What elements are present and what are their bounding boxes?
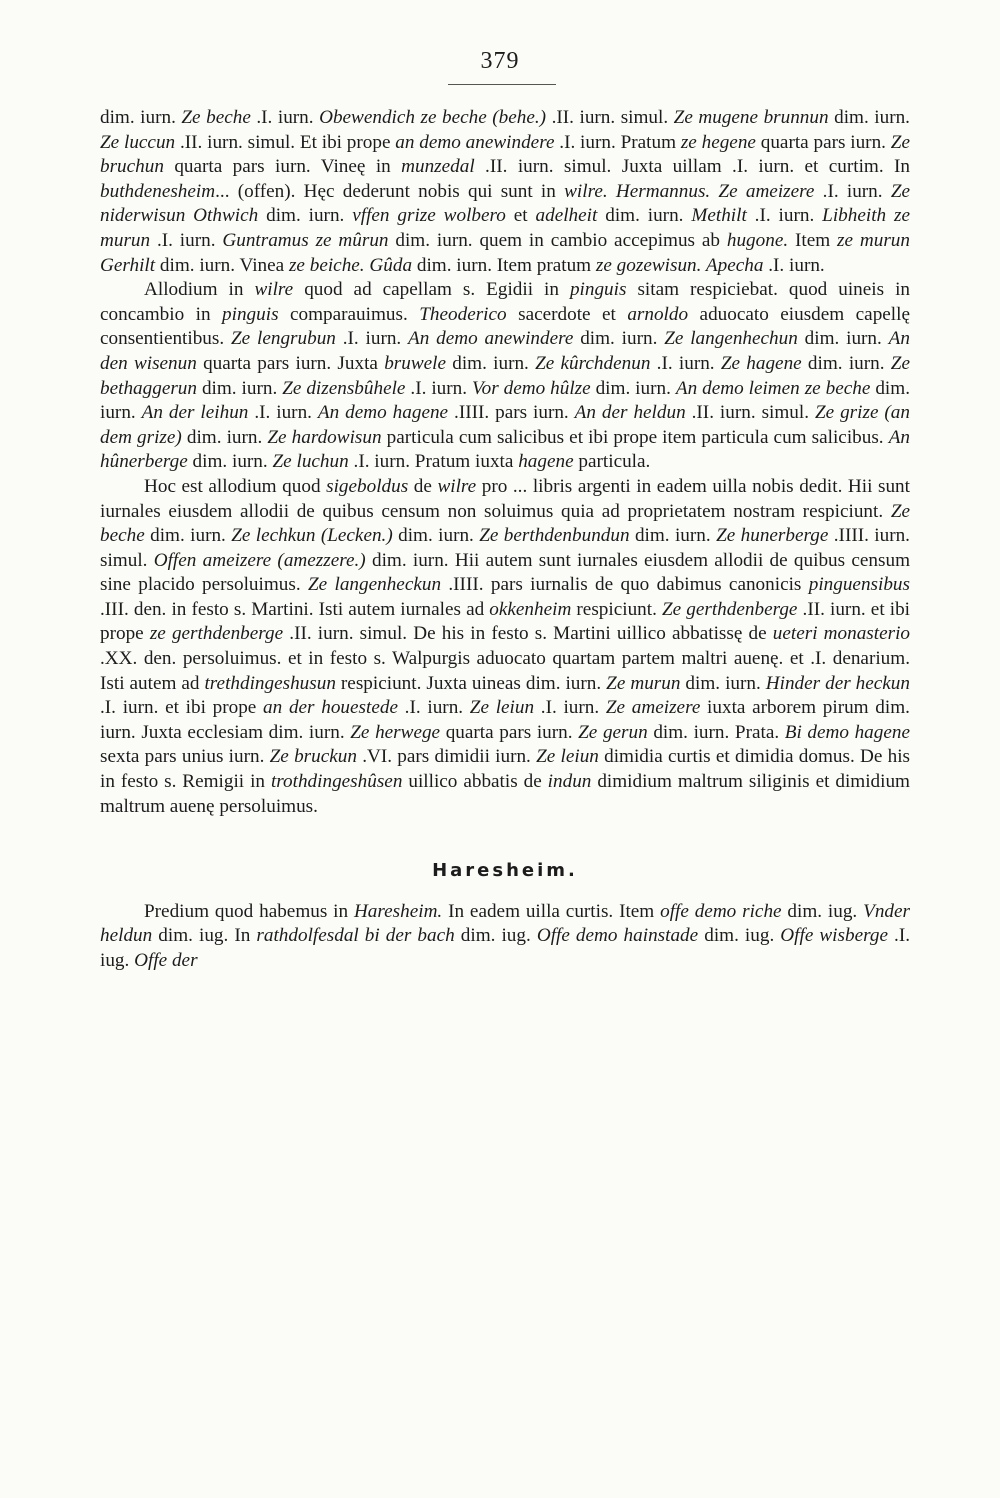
text-run: dim. iurn. — [629, 525, 717, 547]
italic-term: Bi demo hagene — [784, 721, 910, 743]
text-run: dim. iurn. — [197, 377, 283, 399]
italic-term: An hûnerberge — [100, 426, 911, 473]
text-run: quarta pars iurn. Juxta — [196, 352, 385, 374]
text-run: respiciunt. — [571, 598, 662, 620]
text-run: particula. — [573, 451, 651, 473]
italic-term: wilre — [254, 279, 294, 301]
page-number: 379 — [480, 48, 520, 74]
text-run: dim. iurn. — [446, 352, 536, 374]
italic-term: hugone. — [726, 229, 789, 251]
italic-term: adelheit — [535, 205, 598, 227]
text-run: Allodium in — [144, 279, 255, 301]
italic-term: Ze leiun — [469, 697, 535, 719]
paragraph-predium — [100, 900, 910, 974]
italic-term: An demo hagene — [317, 402, 449, 424]
text-run: .VI. pars dimidii iurn. — [356, 746, 537, 768]
italic-term: vffen grize wolbero — [352, 205, 506, 227]
text-run: .I. iurn. — [405, 377, 473, 399]
text-run: .I. iurn. — [534, 697, 606, 719]
italic-term: Ze hardowisun — [267, 426, 382, 448]
italic-term: Ze bethaggerun — [100, 352, 910, 399]
text-run: dim. iug. In — [152, 925, 257, 947]
text-run: dim. iurn. — [597, 205, 692, 227]
italic-term: Libheith ze murun — [100, 205, 910, 251]
text-run: .II. iurn. simul. — [685, 402, 815, 424]
paragraph-allodium — [100, 278, 910, 475]
text-run: quod ad capellam s. Egidii in — [293, 279, 570, 301]
italic-term: indun — [547, 771, 592, 793]
text-run: dim. iug. — [454, 925, 537, 947]
italic-term: ze gozewisun. Apecha — [595, 254, 764, 276]
text-run: dim. iurn. — [181, 426, 268, 448]
text-run: respiciunt. Juxta uineas dim. iurn. — [335, 672, 607, 694]
text-run: aduocato eiusdem capellę consentientibus. — [100, 303, 910, 350]
italic-term: Ze langenheckun — [307, 574, 442, 596]
italic-term: An demo leimen ze beche — [675, 377, 871, 399]
italic-term: Ze bruchun — [100, 131, 910, 178]
italic-term: pinguensibus — [808, 574, 910, 596]
text-run: .IIII. iurn. simul. — [100, 525, 910, 571]
italic-term: Ze beche — [100, 500, 910, 547]
text-run: dim. iurn. — [392, 525, 480, 547]
text-run: dim. iurn. — [828, 107, 910, 128]
italic-term: Ze beche — [181, 107, 251, 128]
italic-term: ueteri monasterio — [772, 623, 911, 645]
italic-term: pinguis — [222, 303, 279, 325]
italic-term: offe demo riche — [660, 900, 782, 922]
text-run: .I. iurn. — [746, 205, 823, 227]
italic-term: pinguis — [569, 279, 627, 301]
text-run: dim. iurn. Item pratum — [412, 254, 596, 276]
text-run: .I. iurn. — [250, 107, 320, 128]
italic-term: Obewendich ze beche (behe.) — [319, 107, 547, 128]
text-run: uillico abbatis de — [402, 771, 548, 793]
italic-term: An den wisenun — [100, 328, 910, 374]
italic-term: hagene — [518, 451, 574, 473]
text-run: dim. iurn. — [187, 451, 273, 473]
italic-term: arnoldo — [627, 303, 689, 325]
italic-term: Haresheim. — [353, 900, 443, 922]
text-run: dim. iurn. — [801, 352, 891, 374]
italic-term: ze murun Gerhilt — [100, 229, 910, 276]
text-run: dimidium maltrum siliginis et dimidium maltrum auenę persoluimus. — [100, 771, 910, 817]
text-run: .I. iurn. Pratum — [554, 131, 681, 153]
italic-term: Ze bruckun — [269, 746, 357, 768]
text-run: .II. iurn. simul. Et ibi prope — [175, 131, 396, 153]
text-run: dim. iurn. Vinea — [155, 254, 289, 276]
italic-term: Ze leiun — [536, 746, 599, 768]
text-run: dim. iurn. — [100, 377, 910, 424]
italic-term: Offe demo hainstade — [536, 925, 699, 947]
text-run: dimidia curtis et dimidia domus. De his in festo s. Remigii in — [100, 746, 911, 793]
text-run: .I. iurn. et ibi prope — [100, 697, 264, 719]
italic-term: Ze mugene brunnun — [673, 107, 829, 128]
text-run: .I. iurn. — [150, 229, 223, 251]
text-run: .I. iurn. — [335, 328, 409, 350]
italic-term: Vor demo hûlze — [472, 377, 591, 399]
italic-term: Ze gerun — [578, 721, 648, 743]
text-run: iuxta arborem pirum dim. iurn. Juxta ecclesiam dim. iurn. — [100, 697, 910, 743]
text-run: et — [505, 205, 536, 227]
italic-term: buthdenesheim — [100, 180, 216, 202]
text-run: .I. iurn. — [650, 352, 721, 374]
text-run: dim. iurn. — [797, 328, 889, 350]
text-run: quarta pars iurn. — [755, 131, 891, 153]
italic-term: Offe wisberge — [780, 925, 888, 947]
italic-term: Ze dizensbûhele — [282, 377, 406, 399]
text-run: particula cum salicibus et ibi prope item particula cum salicibus. — [381, 426, 889, 448]
italic-term: okkenheim — [489, 598, 572, 620]
italic-term: Ze lechkun (Lecken.) — [231, 525, 393, 547]
italic-term: wilre — [437, 475, 477, 497]
italic-term: Ze ameizere — [605, 697, 701, 719]
italic-term: Ze hagene — [720, 352, 802, 374]
italic-term: Methilt — [691, 205, 747, 227]
italic-term: Ze berthdenbundun — [479, 525, 630, 547]
header-rule — [448, 84, 556, 85]
text-run: dim. iurn. — [590, 377, 676, 399]
paragraph-1 — [100, 106, 910, 278]
text-run: In eadem uilla curtis. Item — [442, 900, 661, 922]
italic-term: trothdingeshûsen — [270, 771, 403, 793]
italic-term: Vnder heldun — [100, 900, 910, 947]
italic-term: Ze luchun — [272, 451, 349, 473]
italic-term: Ze niderwisun Othwich — [100, 180, 910, 227]
text-run: .I. iurn. — [248, 402, 318, 424]
text-run: sacerdote et — [506, 303, 628, 325]
italic-term: Ze hunerberge — [716, 525, 829, 547]
text-run: de — [408, 475, 438, 497]
italic-term: An der leihun — [141, 402, 249, 424]
text-run: Predium quod habemus in — [144, 900, 354, 922]
text-run: .II. iurn. et ibi prope — [100, 598, 911, 645]
italic-term: an demo anewindere — [395, 131, 555, 153]
italic-term: Ze langenhechun — [664, 328, 798, 350]
text-run: .I. iug. — [100, 925, 911, 971]
text-run: .IIII. pars iurnalis de quo dabimus canonicis — [441, 574, 809, 596]
text-run: sitam respiciebat. quod uineis in concambio in — [100, 279, 910, 325]
text-run: quarta pars iurn. — [440, 721, 579, 743]
italic-term: ze hegene — [680, 131, 756, 153]
text-run: .I. iurn. — [763, 254, 825, 276]
italic-term: Ze herwege — [350, 721, 441, 743]
italic-term: Offe der — [134, 950, 198, 971]
text-run: dim. iurn. Prata. — [647, 721, 785, 743]
text-run: Hoc est allodium quod — [144, 475, 327, 497]
text-run: .I. iurn. — [397, 697, 470, 719]
paragraph-hoc-est — [100, 475, 910, 819]
main-text — [100, 106, 910, 974]
text-run: dim. iurn. quem in cambio accepimus ab — [388, 229, 727, 251]
text-run: .I. iurn. — [814, 180, 891, 202]
section-heading: Haresheim. — [432, 860, 578, 882]
text-run: sexta pars unius iurn. — [100, 746, 270, 768]
text-run: .II. iurn. simul. Juxta uillam .I. iurn. et curtim. In — [474, 156, 910, 178]
text-run: .XX. den. persoluimus. et in festo s. Walpurgis aduocato quartam partem maltri auenę. et .I. denarium. Isti autem ad — [100, 648, 910, 694]
italic-term: An der heldun — [574, 402, 686, 424]
italic-term: Hinder der heckun — [765, 672, 910, 694]
italic-term: Ze luccun — [100, 131, 176, 153]
text-run: .IIII. pars iurn. — [448, 402, 575, 424]
italic-term: Ze kûrchdenun — [535, 352, 651, 374]
italic-term: bruwele — [384, 352, 447, 374]
text-run: .II. iurn. simul. — [546, 107, 674, 128]
text-run: dim. iurn. — [680, 672, 766, 694]
text-run: dim. iug. — [698, 925, 781, 947]
italic-term: wilre. Hermannus. Ze ameizere — [564, 180, 815, 202]
italic-term: munzedal — [401, 156, 475, 178]
text-run: Item — [788, 229, 838, 251]
italic-term: Guntramus ze mûrun — [222, 229, 389, 251]
text-run: ... (offen). Hęc dederunt nobis qui sunt in — [215, 180, 565, 202]
italic-term: an der houestede — [263, 697, 398, 719]
text-run: dim. iurn. — [144, 525, 232, 547]
text-run: .II. iurn. simul. De his in festo s. Martini uillico abbatissę de — [283, 623, 773, 645]
italic-term: An demo anewindere — [408, 328, 574, 350]
text-run: dim. iurn. — [100, 107, 182, 128]
text-run: dim. iurn. Hii autem sunt iurnales eiusdem allodii de quibus censum sine placido persoluimus. — [100, 549, 910, 596]
italic-term: Ze gerthdenberge — [661, 598, 798, 620]
italic-term: Ze grize (an dem grize) — [100, 402, 910, 448]
text-run: pro ... libris argenti in eadem uilla nobis dedit. Hii sunt iurnales eiusdem allodii de quibus censum non soluimus quia ad proprietatem nostram respiciunt. — [100, 475, 910, 522]
italic-term: ze gerthdenberge — [149, 623, 284, 645]
italic-term: ze beiche. Gûda — [288, 254, 413, 276]
italic-term: rathdolfesdal bi der bach — [256, 925, 455, 947]
italic-term: trethdingeshusun — [204, 672, 336, 694]
text-run: quarta pars iurn. Vineę in — [163, 156, 402, 178]
text-run: .III. den. in festo s. Martini. Isti autem iurnales ad — [100, 598, 490, 620]
italic-term: Ze murun — [606, 672, 681, 694]
text-run: .I. iurn. Pratum iuxta — [348, 451, 519, 473]
italic-term: Theoderico — [419, 303, 507, 325]
italic-term: Offen ameizere (amezzere.) — [153, 549, 366, 571]
text-run: dim. iurn. — [573, 328, 665, 350]
text-run: dim. iug. — [781, 900, 864, 922]
italic-term: sigeboldus — [326, 475, 409, 497]
text-run: comparauimus. — [278, 303, 420, 325]
text-run: dim. iurn. — [258, 205, 353, 227]
italic-term: Ze lengrubun — [231, 328, 336, 350]
